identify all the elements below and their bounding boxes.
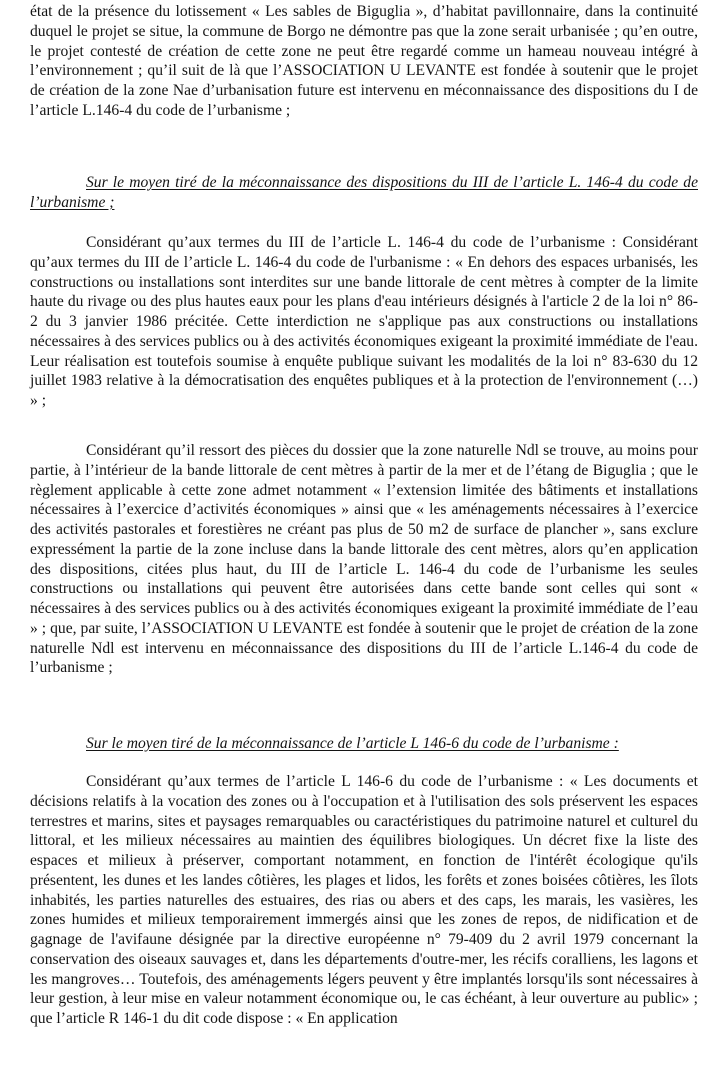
section-heading: Sur le moyen tiré de la méconnaissance de l’article L 146-6 du code de l’urbanisme :: [86, 735, 619, 752]
body-paragraph: Considérant qu’aux termes du III de l’article L. 146-4 du code de l’urbanisme : Considérant qu’aux termes du III de l’article L. 146-4 du code de l'urbanisme : « En dehors des espaces urbanisés, les constructions ou installations sont interdites sur une bande littorale de cent mètres à compter de la limite haute du rivage ou des plus hautes eaux pour les plans d'eau intérieurs désignés à l'article 2 de la loi n° 86-2 du 3 janvier 1986 précitée. Cette interdiction ne s'applique pas aux constructions ou installations nécessaires à des services publics ou à des activités économiques exigeant la proximité immédiate de l'eau. Leur réalisation est toutefois soumise à enquête publique suivant les modalités de la loi n° 83-630 du 12 juillet 1983 relative à la démocratisation des enquêtes publiques et à la protection de l'environnement (…) » ;: [30, 234, 698, 409]
body-paragraph: Considérant qu’il ressort des pièces du dossier que la zone naturelle Ndl se trouve, au moins pour partie, à l’intérieur de la bande littorale de cent mètres à partir de la mer et de l’étang de Biguglia ; que le règlement applicable à cette zone admet notamment « l’extension limitée des bâtiments et installations nécessaires à l’exercice d’activités économiques » ainsi que « les aménagements nécessaires à l’exercice des activités pastorales et forestières ne créant pas plus de 50 m2 de surface de plancher », sans exclure expressément la partie de la zone incluse dans la bande littorale des cent mètres, alors qu’en application des dispositions, citées plus haut, du III de l’article L. 146-4 du code de l’urbanisme les seules constructions ou installations qui peuvent être autorisées dans cette bande sont celles qui sont « nécessaires à des services publics ou à des activités économiques exigeant la proximité immédiate de l’eau » ; que, par suite, l’ASSOCIATION U LEVANTE est fondée à soutenir que le projet de création de la zone naturelle Ndl est intervenu en méconnaissance des dispositions du III de l’article L.146-4 du code de l’urbanisme ;: [30, 442, 698, 677]
section-heading: Sur le moyen tiré de la méconnaissance des dispositions du III de l’article L. 146-4 du code de l’urbanisme ;: [30, 174, 698, 211]
body-paragraph: état de la présence du lotissement « Les sables de Biguglia », d’habitat pavillonnaire, dans la continuité duquel le projet se situe, la commune de Borgo ne démontre pas que la zone serait urbanisée ; qu’en outre, le projet contesté de création de cette zone ne peut être regardé comme un hameau nouveau intégré à l’environnement ; qu’il suit de là que l’ASSOCIATION U LEVANTE est fondée à soutenir que le projet de création de la zone Nae d’urbanisation future est intervenu en méconnaissance des dispositions du I de l’article L.146-4 du code de l’urbanisme ;: [30, 3, 698, 119]
body-paragraph: Considérant qu’aux termes de l’article L 146-6 du code de l’urbanisme : « Les documents et décisions relatifs à la vocation des zones ou à l'occupation et à l'utilisation des sols préservent les espaces terrestres et marins, sites et paysages remarquables ou caractéristiques du patrimoine naturel et culturel du littoral, et les milieux nécessaires au maintien des équilibres biologiques. Un décret fixe la liste des espaces et milieux à préserver, comportant notamment, en fonction de l'intérêt écologique qu'ils présentent, les dunes et les landes côtières, les plages et lidos, les forêts et zones boisées côtières, les îlots inhabités, les parties naturelles des estuaires, des rias ou abers et des caps, les marais, les vasières, les zones humides et milieux temporairement immergés ainsi que les zones de repos, de nidification et de gagnage de l'avifaune désignée par la directive européenne n° 79-409 du 2 avril 1979 concernant la conservation des oiseaux sauvages et, dans les départements d'outre-mer, les récifs coralliens, les lagons et les mangroves… Toutefois, des aménagements légers peuvent y être implantés lorsqu'ils sont nécessaires à leur gestion, à leur mise en valeur notamment économique ou, le cas échéant, à leur ouverture au public» ; que l’article R 146-1 du dit code dispose : « En application: [30, 773, 698, 1027]
